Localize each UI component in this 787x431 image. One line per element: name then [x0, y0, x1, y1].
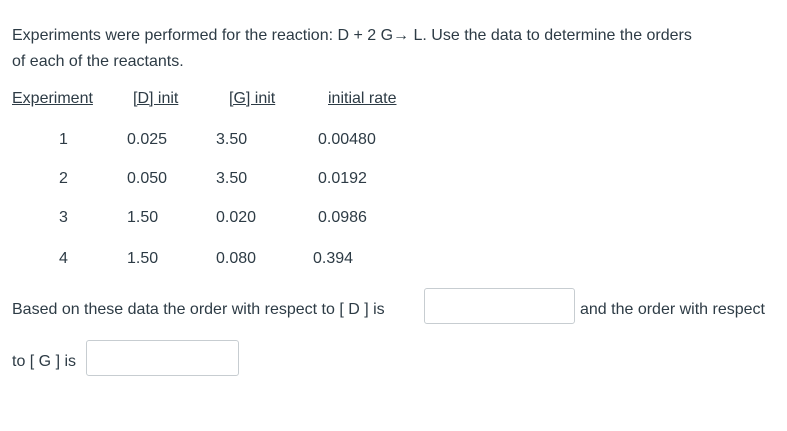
cell-rate: 0.0986 [318, 209, 367, 226]
cell-experiment: 1 [59, 131, 68, 148]
answer-text-continued: and the order with respect [580, 301, 765, 318]
cell-experiment: 3 [59, 209, 68, 226]
header-g-init: [G] init [229, 90, 276, 107]
cell-g-init: 0.020 [216, 209, 257, 226]
answer-text-d: Based on these data the order with respect to [ D ] is [12, 301, 385, 318]
cell-rate: 0.0192 [318, 170, 367, 187]
cell-g-init: 3.50 [216, 131, 248, 148]
cell-d-init: 0.050 [127, 170, 168, 187]
cell-experiment: 2 [59, 170, 68, 187]
answer-text-g: to [ G ] is [12, 353, 77, 370]
cell-rate: 0.394 [313, 250, 354, 267]
cell-experiment: 4 [59, 250, 68, 267]
cell-d-init: 1.50 [127, 250, 159, 267]
question-text-line-2: of each of the reactants. [12, 53, 184, 70]
header-initial-rate: initial rate [328, 90, 397, 107]
question-text-line-1: Experiments were performed for the reaction: D + 2 G→ L. Use the data to determine the orders [12, 27, 692, 44]
header-d-init: [D] init [133, 90, 179, 107]
order-g-input[interactable] [86, 340, 239, 376]
order-d-input[interactable] [424, 288, 575, 324]
cell-d-init: 1.50 [127, 209, 159, 226]
cell-rate: 0.00480 [318, 131, 376, 148]
cell-d-init: 0.025 [127, 131, 168, 148]
header-experiment: Experiment [12, 90, 93, 107]
cell-g-init: 3.50 [216, 170, 248, 187]
cell-g-init: 0.080 [216, 250, 257, 267]
